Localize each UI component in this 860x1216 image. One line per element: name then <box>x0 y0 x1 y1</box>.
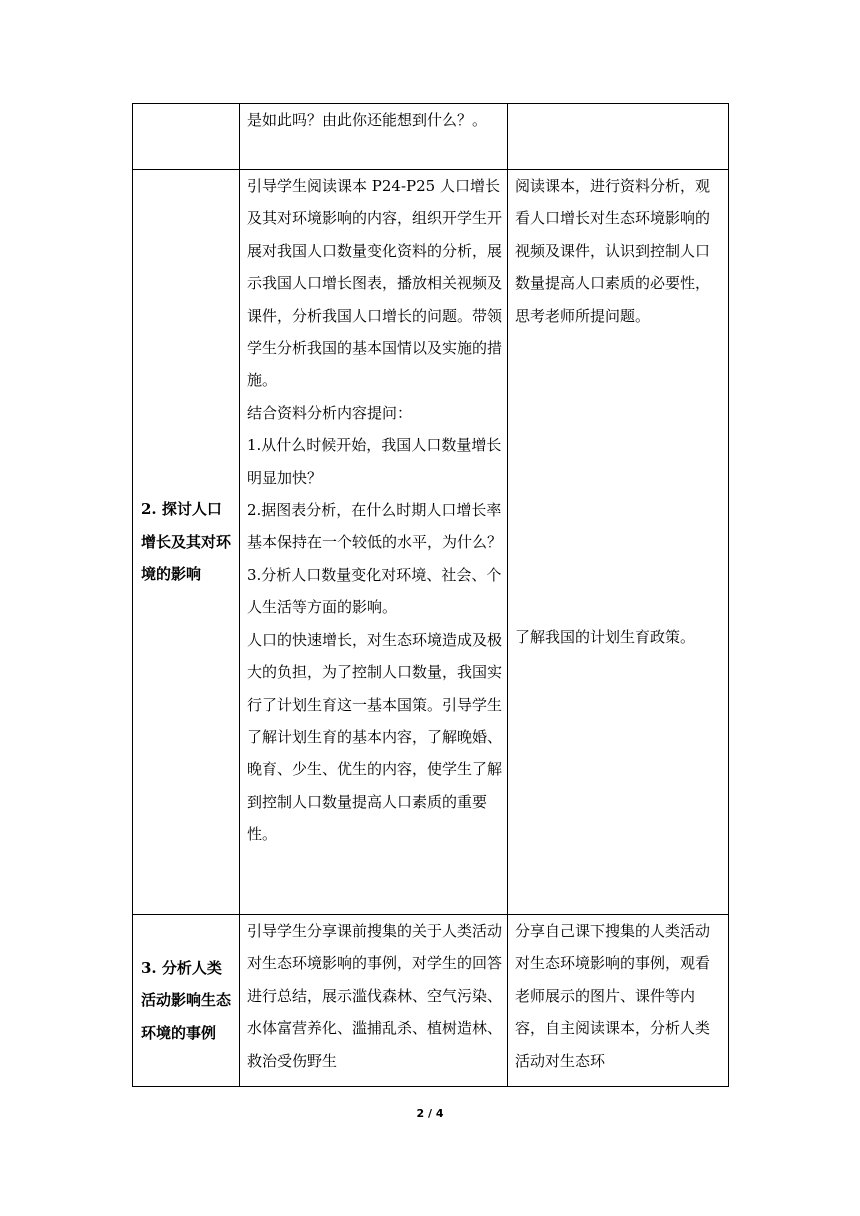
table-row <box>133 915 729 1087</box>
student-activity-cell <box>508 915 729 1087</box>
paragraph: 引导学生分享课前搜集的关于人类活动对生态环境影响的事例，对学生的回答进行总结，展示滥伐森林、空气污染、水体富营养化、滥捕乱杀、植树造林、救治受伤野生 <box>247 922 503 1070</box>
paragraph: 3.分析人口数量变化对环境、社会、个人生活等方面的影响。 <box>247 565 502 617</box>
paragraph: 人口的快速增长，对生态环境造成及极大的负担，为了控制人口数量，我国实行了计划生育这一基本国策。引导学生了解计划生育的基本内容，了解晚婚、晚育、少生、优生的内容，使学生了解到控制人口数量提高人口素质的重要性。 <box>247 630 503 844</box>
paragraph: 1.从什么时候开始，我国人口数量增长明显加快？ <box>247 436 502 487</box>
teacher-activity-cell <box>240 170 508 915</box>
student-activity-cell <box>508 104 729 170</box>
spacer <box>515 332 724 621</box>
topic-cell: 2. 探讨人口增长及其对环境的影响 <box>133 170 240 915</box>
teacher-activity-cell <box>240 915 508 1087</box>
topic-cell <box>133 104 240 170</box>
topic-cell: 3. 分析人类活动影响生态环境的事例 <box>133 915 240 1087</box>
table-row <box>133 104 729 170</box>
teacher-activity-cell <box>240 104 508 170</box>
paragraph: 引导学生阅读课本 P24-P25 人口增长及其对环境影响的内容，组织开学生开展对我国人口数量变化资料的分析，展示我国人口增长图表，播放相关视频及课件，分析我国人口增长的问题。带领学生分析我国的基本国情以及实施的措施。 <box>247 177 503 390</box>
paragraph: 阅读课本，进行资料分析，观看人口增长对生态环境影响的视频及课件，认识到控制人口数量提高人口素质的必要性，思考老师所提问题。 <box>515 177 711 325</box>
paragraph: 了解我国的计划生育政策。 <box>515 628 696 647</box>
paragraph: 结合资料分析内容提问： <box>247 403 413 422</box>
student-activity-cell <box>508 170 729 915</box>
paragraph: 2.据图表分析，在什么时期人口增长率基本保持在一个较低的水平，为什么？ <box>247 501 503 552</box>
paragraph: 分享自己课下搜集的人类活动对生态环境影响的事例，观看老师展示的图片、课件等内容，自主阅读课本，分析人类活动对生态环 <box>515 922 711 1070</box>
lesson-table <box>132 103 729 1087</box>
paragraph: 是如此吗？由此你还能想到什么？。 <box>247 111 488 129</box>
page-number: 2 / 4 <box>416 1107 444 1120</box>
table-row <box>133 170 729 915</box>
